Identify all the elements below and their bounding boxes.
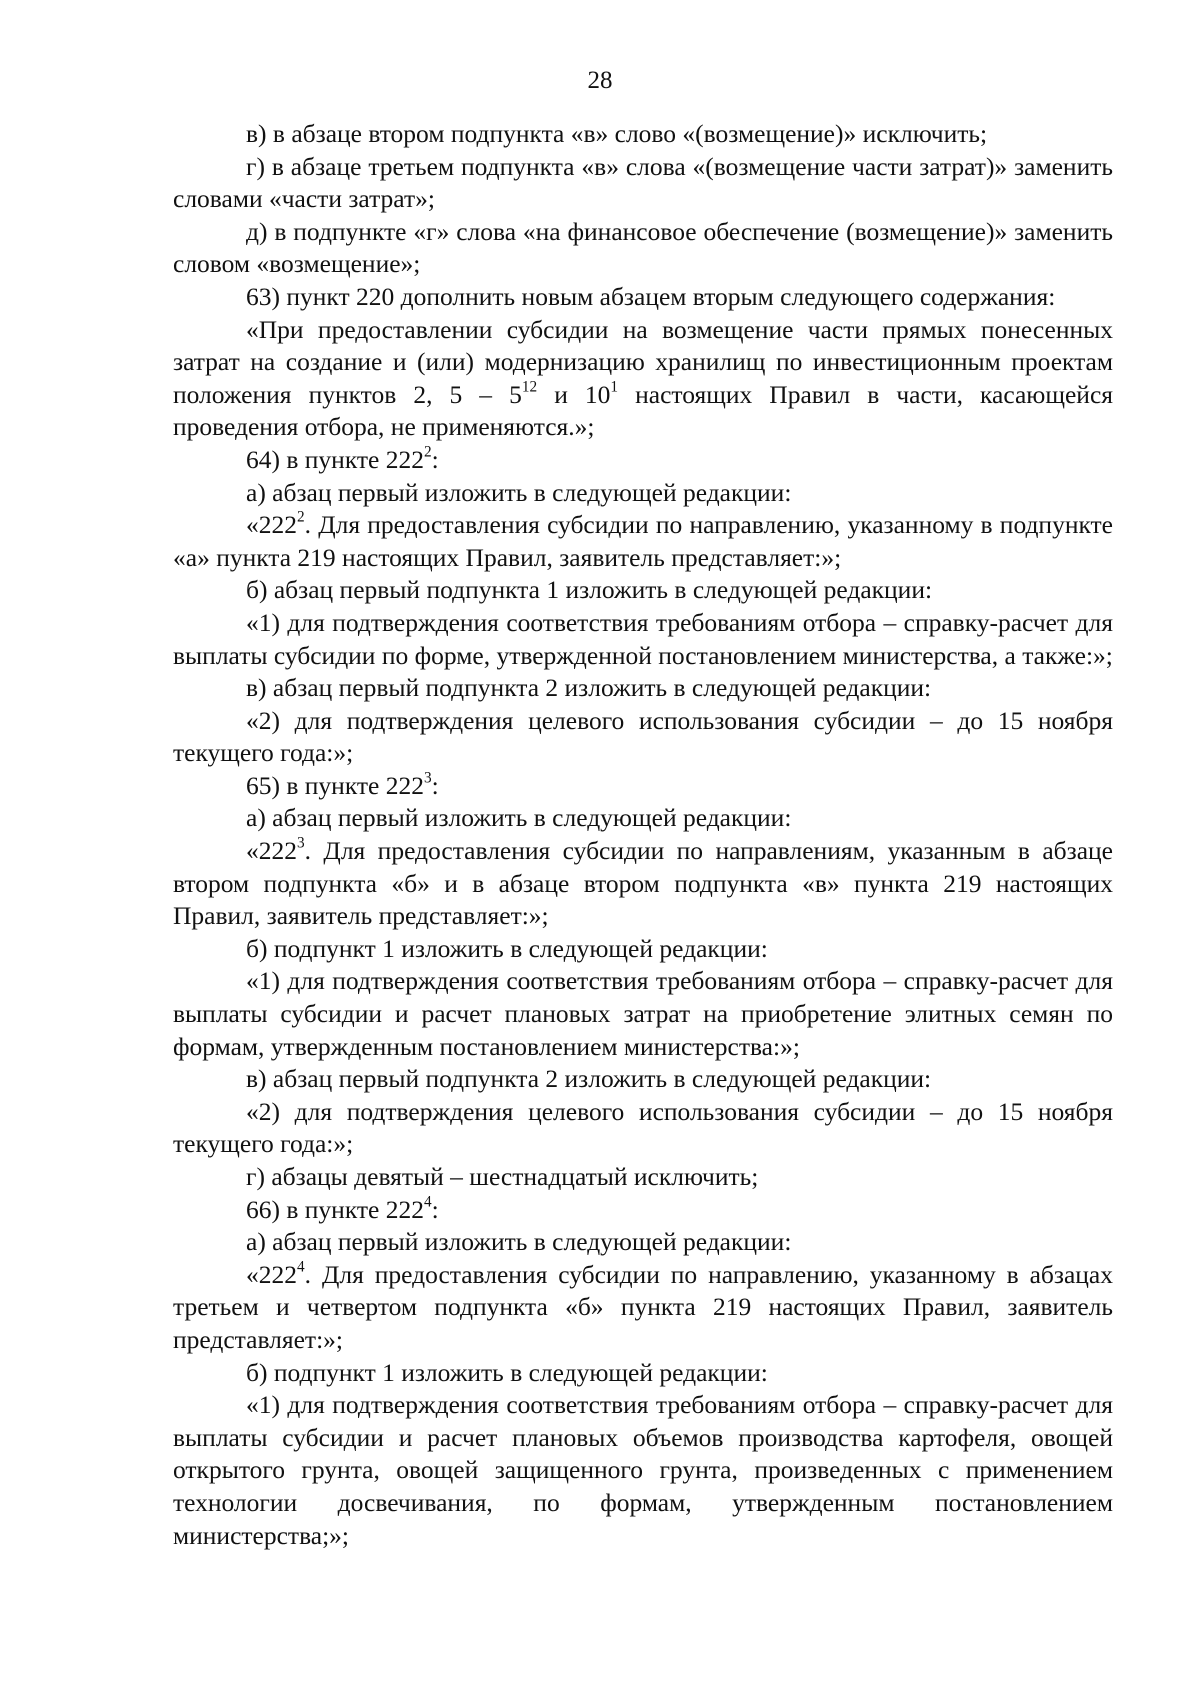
paragraph-text: . Для предоставления субсидии по направлению, указанному в подпункте «а» пункта 219 настоящих Правил, заявитель представляет:»;	[173, 510, 1113, 572]
superscript-index: 3	[423, 769, 432, 787]
paragraph	[173, 672, 1113, 705]
paragraph-text: б) подпункт 1 изложить в следующей редакции:	[246, 1357, 768, 1387]
paragraph-text: в) абзац первый подпункта 2 изложить в следующей редакции:	[246, 673, 932, 703]
superscript-index: 3	[297, 834, 305, 852]
superscript-index: 1	[610, 378, 619, 396]
paragraph-text: 66) в пункте 222	[246, 1194, 424, 1224]
paragraph-text: :	[431, 770, 439, 800]
paragraph	[173, 1259, 1113, 1357]
superscript-index: 4	[423, 1193, 432, 1211]
paragraph-text: в) абзац первый подпункта 2 изложить в следующей редакции:	[246, 1064, 932, 1094]
paragraph-text: и 10	[537, 379, 611, 409]
paragraph	[173, 933, 1113, 966]
paragraph	[173, 216, 1113, 281]
paragraph	[173, 1357, 1113, 1390]
paragraph-text: «1) для подтверждения соответствия требованиям отбора – справку-расчет для выплаты субсидии и расчет плановых затрат на приобретение элитных семян по формам, утвержденным постановлением министерства:»;	[173, 966, 1113, 1061]
paragraph-text: г) абзацы девятый – шестнадцатый исключить;	[246, 1162, 759, 1191]
superscript-index: 2	[423, 443, 432, 461]
superscript-index: 2	[297, 508, 305, 526]
paragraph	[173, 1063, 1113, 1096]
paragraph	[173, 1226, 1113, 1259]
paragraph-text: б) подпункт 1 изложить в следующей редакции:	[246, 933, 768, 963]
paragraph	[173, 314, 1113, 444]
paragraph-text: «При предоставлении субсидии на возмещение части прямых понесенных затрат на создание и (или) модернизацию хранилищ по инвестиционным проектам положения пунктов 2, 5 – 5	[173, 314, 1113, 409]
paragraph-text: . Для предоставления субсидии по направлению, указанному в абзацах третьем и четвертом подпункта «б» пункта 219 настоящих Правил, заявитель представляет:»;	[173, 1259, 1113, 1354]
page-number: 28	[587, 67, 613, 94]
paragraph-text: «1) для подтверждения соответствия требованиям отбора – справку-расчет для выплаты субсидии и расчет плановых объемов производства картофеля, овощей открытого грунта, овощей защищенного грунта, произведенных с применением технологии досвечивания, по формам, утвержденным постановлением министерства;»;	[173, 1390, 1113, 1550]
paragraph	[173, 705, 1113, 770]
paragraph	[173, 1096, 1113, 1161]
paragraph-text: д) в подпункте «г» слова «на финансовое обеспечение (возмещение)» заменить словом «возмещение»;	[173, 216, 1113, 279]
paragraph	[173, 509, 1113, 574]
paragraph	[173, 281, 1113, 314]
document-body	[173, 118, 1113, 1552]
paragraph	[173, 118, 1113, 151]
paragraph	[173, 607, 1113, 672]
paragraph-text: :	[431, 444, 439, 474]
paragraph-text: «222	[246, 510, 297, 540]
paragraph-text: г) в абзаце третьем подпункта «в» слова «(возмещение части затрат)» заменить словами «части затрат»;	[173, 151, 1113, 214]
paragraph	[173, 1194, 1113, 1227]
paragraph	[173, 1389, 1113, 1552]
paragraph-text: «222	[246, 836, 297, 866]
paragraph	[173, 802, 1113, 835]
paragraph	[173, 835, 1113, 933]
paragraph	[173, 965, 1113, 1063]
paragraph	[173, 151, 1113, 216]
paragraph	[173, 770, 1113, 803]
paragraph-text: «1) для подтверждения соответствия требованиям отбора – справку-расчет для выплаты субсидии по форме, утвержденной постановлением министерства, а также:»;	[173, 607, 1113, 670]
paragraph-text: «2) для подтверждения целевого использования субсидии – до 15 ноября текущего года:»;	[173, 705, 1113, 768]
paragraph-text: а) абзац первый изложить в следующей редакции:	[246, 477, 792, 507]
paragraph-text: а) абзац первый изложить в следующей редакции:	[246, 1227, 792, 1257]
paragraph-text: . Для предоставления субсидии по направлениям, указанным в абзаце втором подпункта «б» и в абзаце втором подпункта «в» пункта 219 настоящих Правил, заявитель представляет:»;	[173, 836, 1113, 931]
paragraph-text: :	[431, 1194, 439, 1224]
paragraph-text: «222	[246, 1259, 297, 1289]
paragraph-text: «2) для подтверждения целевого использования субсидии – до 15 ноября текущего года:»;	[173, 1096, 1113, 1159]
paragraph-text: 64) в пункте 222	[246, 444, 424, 474]
paragraph	[173, 477, 1113, 510]
paragraph-text: настоящих Правил в части, касающейся проведения отбора, не применяются.»;	[173, 379, 1113, 442]
paragraph	[173, 574, 1113, 607]
paragraph-text: 65) в пункте 222	[246, 770, 424, 800]
superscript-index: 12	[521, 378, 538, 396]
paragraph-text: б) абзац первый подпункта 1 изложить в следующей редакции:	[246, 575, 933, 605]
superscript-index: 4	[297, 1258, 305, 1276]
paragraph-text: а) абзац первый изложить в следующей редакции:	[246, 803, 792, 833]
paragraph-text: в) в абзаце втором подпункта «в» слово «(возмещение)» исключить;	[246, 119, 988, 148]
paragraph	[173, 444, 1113, 477]
paragraph-text: 63) пункт 220 дополнить новым абзацем вторым следующего содержания:	[246, 281, 1056, 311]
paragraph	[173, 1161, 1113, 1194]
